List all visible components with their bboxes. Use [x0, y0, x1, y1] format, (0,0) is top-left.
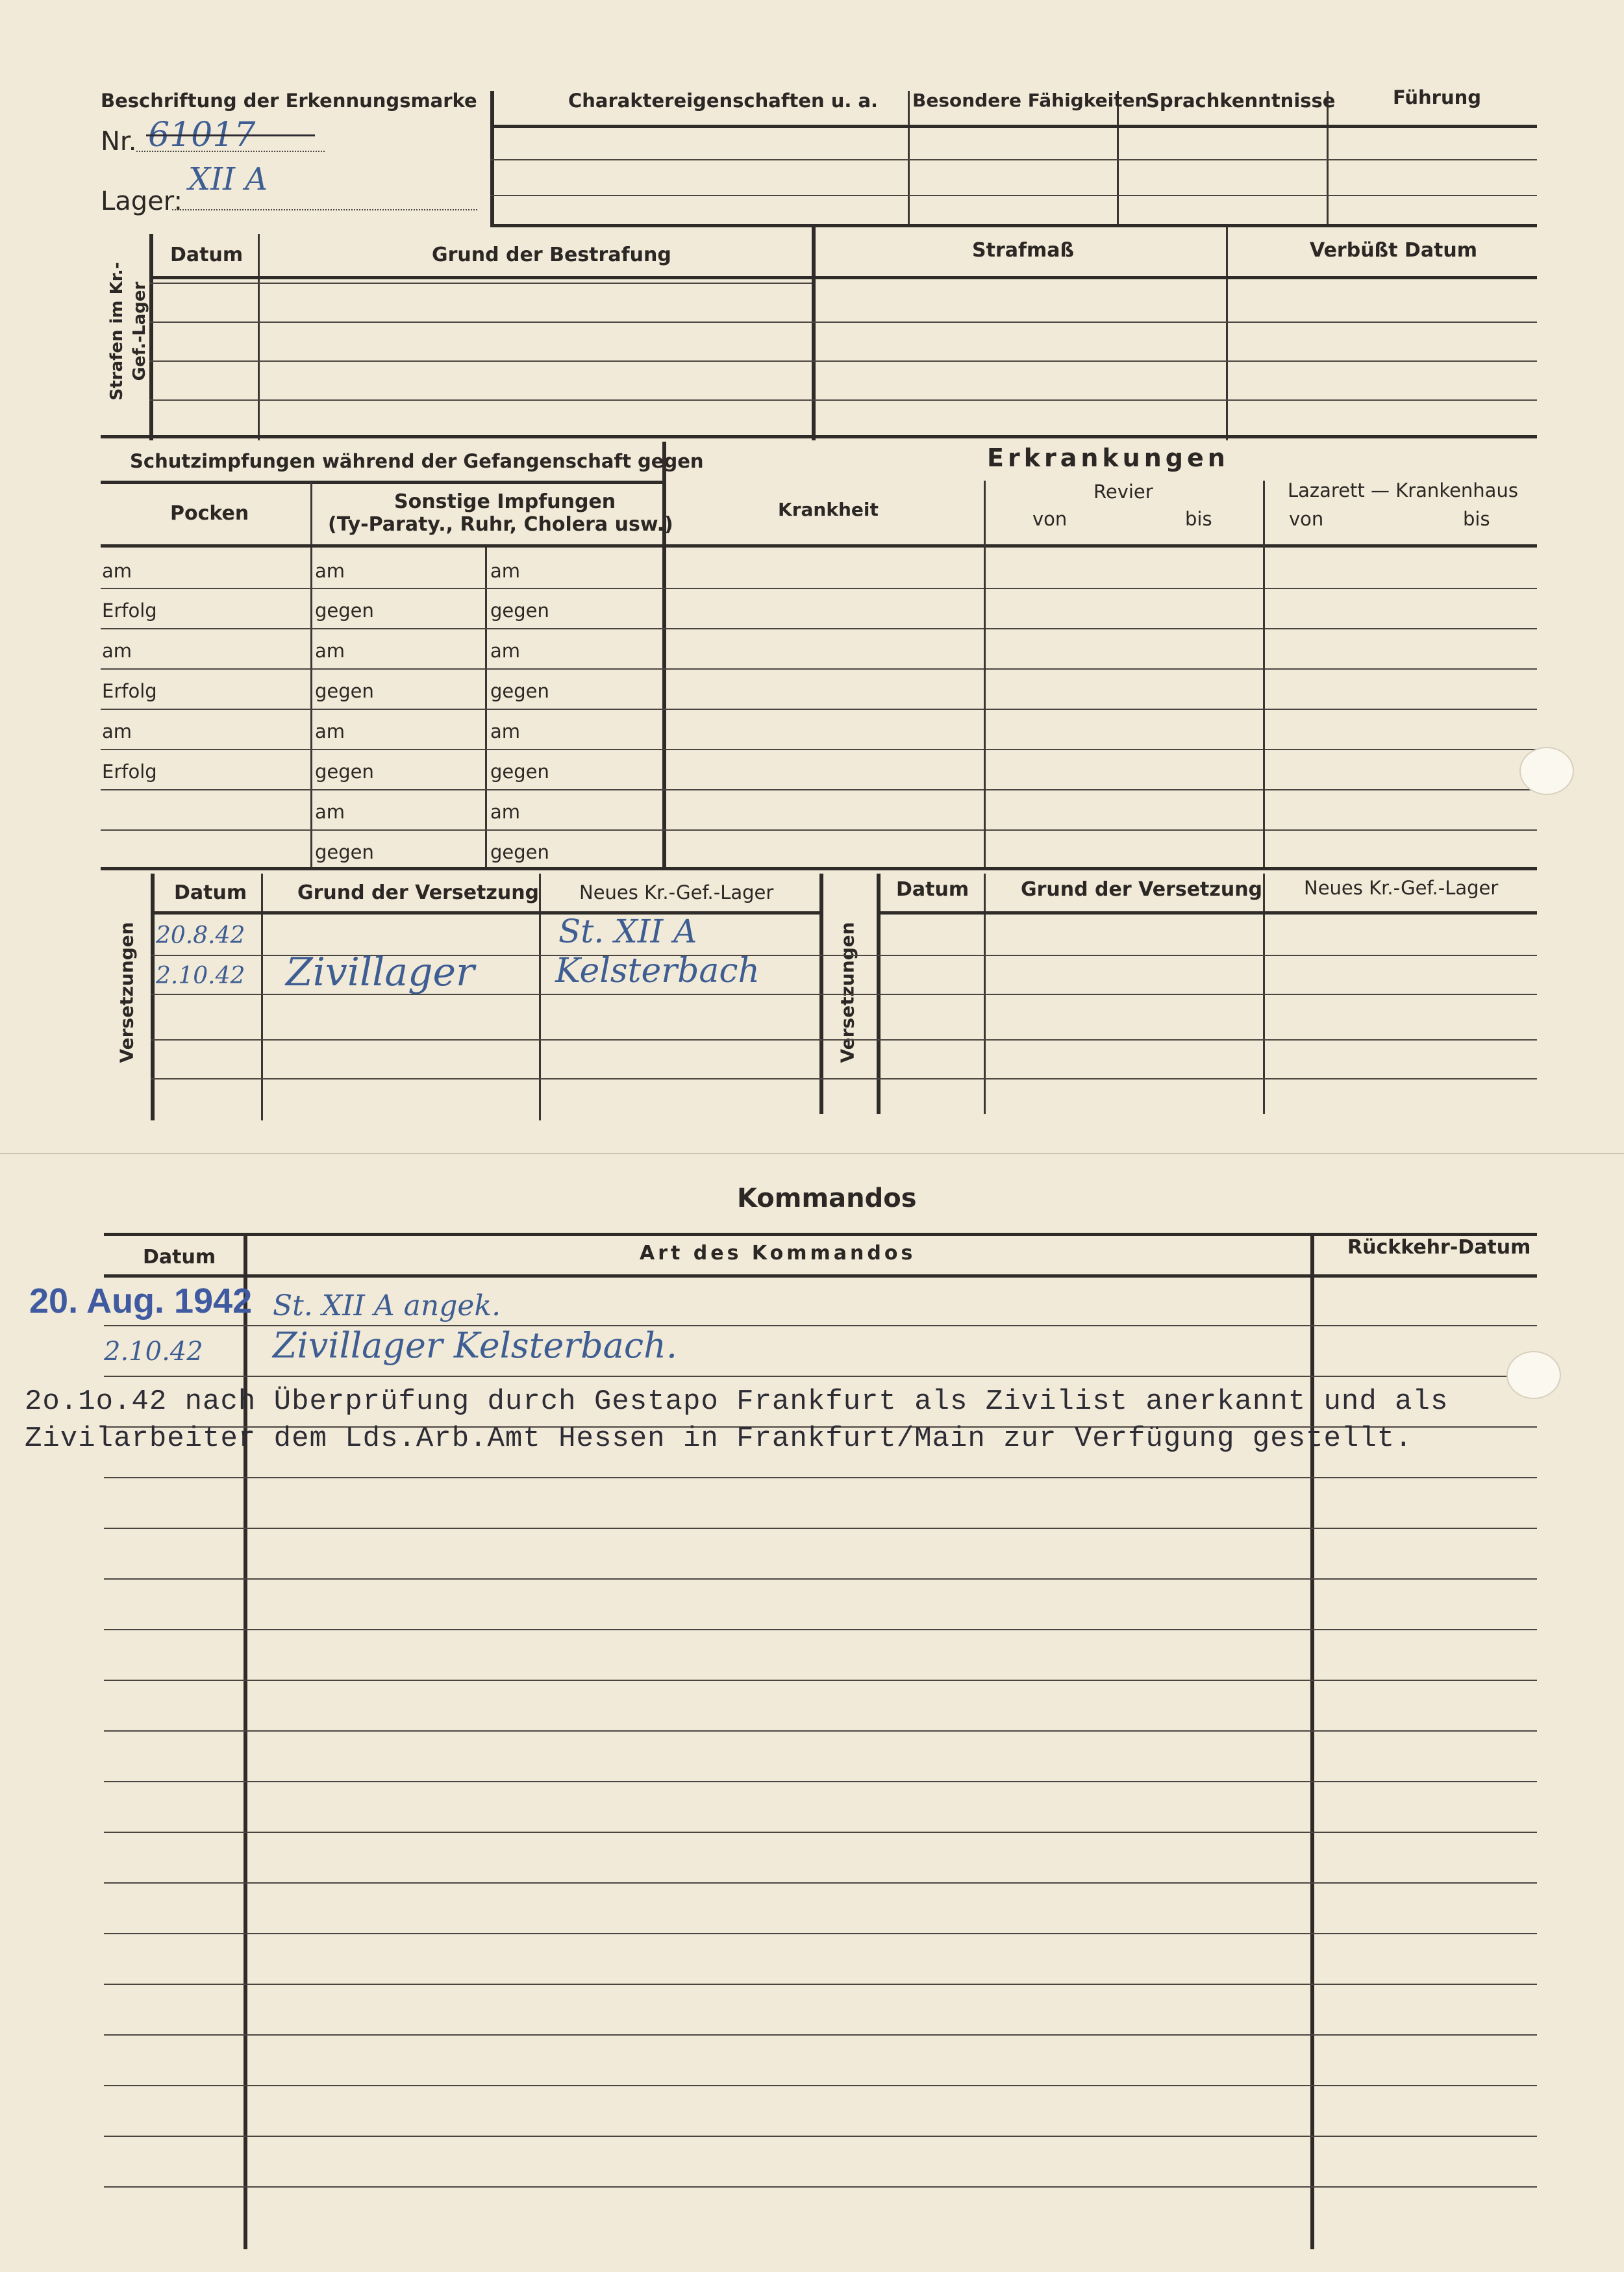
- vacc-rule-5: [101, 749, 1537, 750]
- transfer-rule-4: [151, 1078, 1537, 1079]
- kommandos-type-header: Art des Kommandos: [640, 1242, 916, 1265]
- kommandos-rule-11: [104, 1832, 1537, 1833]
- other-vacc-header-1: Sonstige Impfungen: [394, 490, 616, 513]
- kommando-1-text: St. XII A angek.: [273, 1289, 501, 1322]
- kommandos-rule-18: [104, 2186, 1537, 2188]
- kommandos-rule-5: [104, 1528, 1537, 1529]
- vacc-mid-2: am: [315, 640, 345, 662]
- disease-header: Krankheit: [778, 499, 879, 520]
- hospital-from: von: [1289, 508, 1324, 530]
- illness-title: Erkrankungen: [987, 444, 1229, 472]
- kommandos-rule-16: [104, 2085, 1537, 2086]
- kommandos-date-header: Datum: [143, 1246, 216, 1269]
- vacc-right-7: gegen: [490, 841, 549, 863]
- vacc-bottom-rule: [101, 867, 1537, 870]
- nr-strikethrough: [146, 134, 315, 136]
- punish-bottom-rule: [101, 435, 1537, 438]
- typed-remark-line-2: Zivilarbeiter dem Lds.Arb.Amt Hessen in Frankfurt/Main zur Verfügung gestellt.: [25, 1422, 1413, 1455]
- punish-rule-a: [149, 283, 812, 284]
- kommandos-rule-14: [104, 1984, 1537, 1985]
- vacc-left-3: Erfolg: [102, 680, 157, 702]
- vacc-right-4: am: [490, 720, 521, 742]
- top-rule-1: [490, 125, 1537, 128]
- punish-reason-header: Grund der Bestrafung: [432, 244, 671, 266]
- top-rule-3: [490, 195, 1537, 196]
- abilities-header: Besondere Fähigkeiten: [912, 90, 1148, 111]
- transfer-side-label-left: Versetzungen: [116, 922, 138, 1063]
- vacc-rule-2: [101, 628, 1537, 629]
- kommandos-rule-13: [104, 1933, 1537, 1934]
- transfer-rule-3: [151, 1039, 1537, 1041]
- languages-header: Sprachkenntnisse: [1146, 90, 1336, 112]
- illness-col-1: [984, 481, 986, 870]
- vacc-rule-4: [101, 709, 1537, 710]
- punish-rule-3: [149, 399, 1537, 401]
- punish-side-label-2: Gef.-Lager: [130, 281, 149, 381]
- transfer-date-header-left: Datum: [174, 881, 247, 904]
- punish-header-rule: [149, 276, 1537, 279]
- revier-from: von: [1032, 508, 1068, 530]
- vacc-header-rule: [101, 544, 1537, 548]
- vacc-right-5: gegen: [490, 761, 549, 783]
- kommandos-rule-8: [104, 1680, 1537, 1681]
- vacc-left-2: am: [102, 640, 132, 662]
- vacc-rule-1: [101, 588, 1537, 589]
- vacc-rule-7: [101, 829, 1537, 831]
- punish-col-2: [812, 227, 816, 440]
- kommandos-rule-7: [104, 1629, 1537, 1630]
- nr-dotted-line: [136, 151, 325, 152]
- nr-label: Nr.: [101, 127, 137, 157]
- transfer-side-left: [151, 874, 155, 1120]
- vacc-right-6: am: [490, 801, 521, 823]
- nr-value: 61017: [148, 116, 256, 155]
- vacc-right-3: gegen: [490, 680, 549, 702]
- vacc-title: Schutzimpfungen während der Gefangenschaft gegen: [130, 450, 704, 472]
- vacc-mid-0: am: [315, 560, 345, 582]
- vacc-mid-5: gegen: [315, 761, 374, 783]
- vacc-right-border: [662, 442, 666, 870]
- transfer-reason-header-right: Grund der Versetzung: [1021, 878, 1263, 901]
- punish-rule-1: [149, 322, 1537, 323]
- punish-col-3: [1226, 227, 1228, 440]
- kommandos-rule-4: [104, 1477, 1537, 1478]
- transfer-camp-header-left: Neues Kr.-Gef.-Lager: [579, 881, 774, 903]
- punch-hole-mid: [1506, 1351, 1561, 1399]
- other-vacc-header-2: (Ty-Paraty., Ruhr, Cholera usw.): [328, 513, 673, 536]
- punch-hole-top: [1519, 747, 1574, 795]
- kommandos-rule-12: [104, 1882, 1537, 1884]
- top-rule-2: [490, 159, 1537, 160]
- character-header: Charaktereigenschaften u. a.: [568, 90, 879, 112]
- kommandos-rule-2: [104, 1376, 1537, 1377]
- kommando-2-text: Zivillager Kelsterbach.: [273, 1325, 678, 1366]
- transfer-2-reason: Zivillager: [286, 950, 475, 995]
- vacc-mid-6: am: [315, 801, 345, 823]
- transfer-1-date: 20.8.42: [156, 922, 245, 949]
- vacc-rule-3: [101, 668, 1537, 670]
- vacc-title-rule: [101, 481, 662, 484]
- lager-value: XII A: [188, 161, 268, 197]
- transfer-reason-header-left: Grund der Versetzung: [297, 881, 540, 904]
- transfer-camp-header-right: Neues Kr.-Gef.-Lager: [1304, 877, 1499, 899]
- vacc-left-4: am: [102, 720, 132, 742]
- punish-col-1: [258, 234, 260, 440]
- hospital-header: Lazarett — Krankenhaus: [1288, 479, 1518, 501]
- conduct-header: Führung: [1393, 86, 1482, 108]
- vacc-left-1: Erfolg: [102, 600, 157, 622]
- kommandos-rule-9: [104, 1730, 1537, 1732]
- transfer-1-camp: St. XII A: [558, 913, 697, 950]
- vacc-right-2: am: [490, 640, 521, 662]
- punish-side-divider: [149, 234, 153, 440]
- kommandos-top-rule: [104, 1233, 1537, 1236]
- transfer-date-header-right: Datum: [896, 878, 969, 901]
- vacc-rule-6: [101, 789, 1537, 790]
- hospital-to: bis: [1463, 508, 1490, 530]
- transfer-col-2: [539, 874, 541, 1120]
- transfer-2-camp: Kelsterbach: [555, 952, 760, 991]
- kommandos-rule-10: [104, 1781, 1537, 1782]
- kommandos-header-rule: [104, 1274, 1537, 1278]
- kommandos-return-header: Rückkehr-Datum: [1347, 1236, 1531, 1259]
- transfer-col-1: [261, 874, 263, 1120]
- punish-side-label-1: Strafen im Kr.-: [107, 262, 127, 401]
- vacc-col-1: [310, 482, 312, 870]
- punish-date-header: Datum: [170, 244, 244, 266]
- vacc-right-0: am: [490, 560, 521, 582]
- revier-header: Revier: [1093, 481, 1153, 503]
- transfer-header-rule-left: [151, 911, 819, 915]
- id-tag-label: Beschriftung der Erkennungsmarke: [101, 90, 477, 112]
- revier-to: bis: [1185, 508, 1212, 530]
- vacc-mid-3: gegen: [315, 680, 374, 702]
- punish-served-header: Verbüßt Datum: [1310, 239, 1478, 262]
- vacc-right-1: gegen: [490, 600, 549, 622]
- vacc-left-0: am: [102, 560, 132, 582]
- kommandos-rule-17: [104, 2136, 1537, 2137]
- vacc-mid-7: gegen: [315, 841, 374, 863]
- lager-dotted-line: [172, 209, 477, 210]
- transfer-header-rule-right: [877, 911, 1537, 915]
- kommandos-rule-15: [104, 2034, 1537, 2036]
- kommando-1-date: 20. Aug. 1942: [29, 1281, 253, 1320]
- illness-col-2: [1263, 481, 1265, 870]
- punish-measure-header: Strafmaß: [972, 239, 1075, 262]
- punish-rule-2: [149, 360, 1537, 362]
- kommando-2-date: 2.10.42: [104, 1337, 203, 1367]
- kommandos-rule-6: [104, 1578, 1537, 1580]
- transfer-2-date: 2.10.42: [156, 963, 245, 989]
- pox-header: Pocken: [170, 502, 249, 525]
- transfer-side-label-right: Versetzungen: [836, 922, 858, 1063]
- vacc-mid-4: am: [315, 720, 345, 742]
- top-rule-4: [490, 224, 1537, 227]
- lager-label: Lager:: [101, 186, 183, 216]
- typed-remark-line-1: 2o.1o.42 nach Überprüfung durch Gestapo Frankfurt als Zivilist anerkannt und als: [25, 1385, 1449, 1418]
- kommandos-title: Kommandos: [737, 1183, 917, 1213]
- vacc-left-5: Erfolg: [102, 761, 157, 783]
- vacc-mid-1: gegen: [315, 600, 374, 622]
- fold-line: [0, 1153, 1624, 1154]
